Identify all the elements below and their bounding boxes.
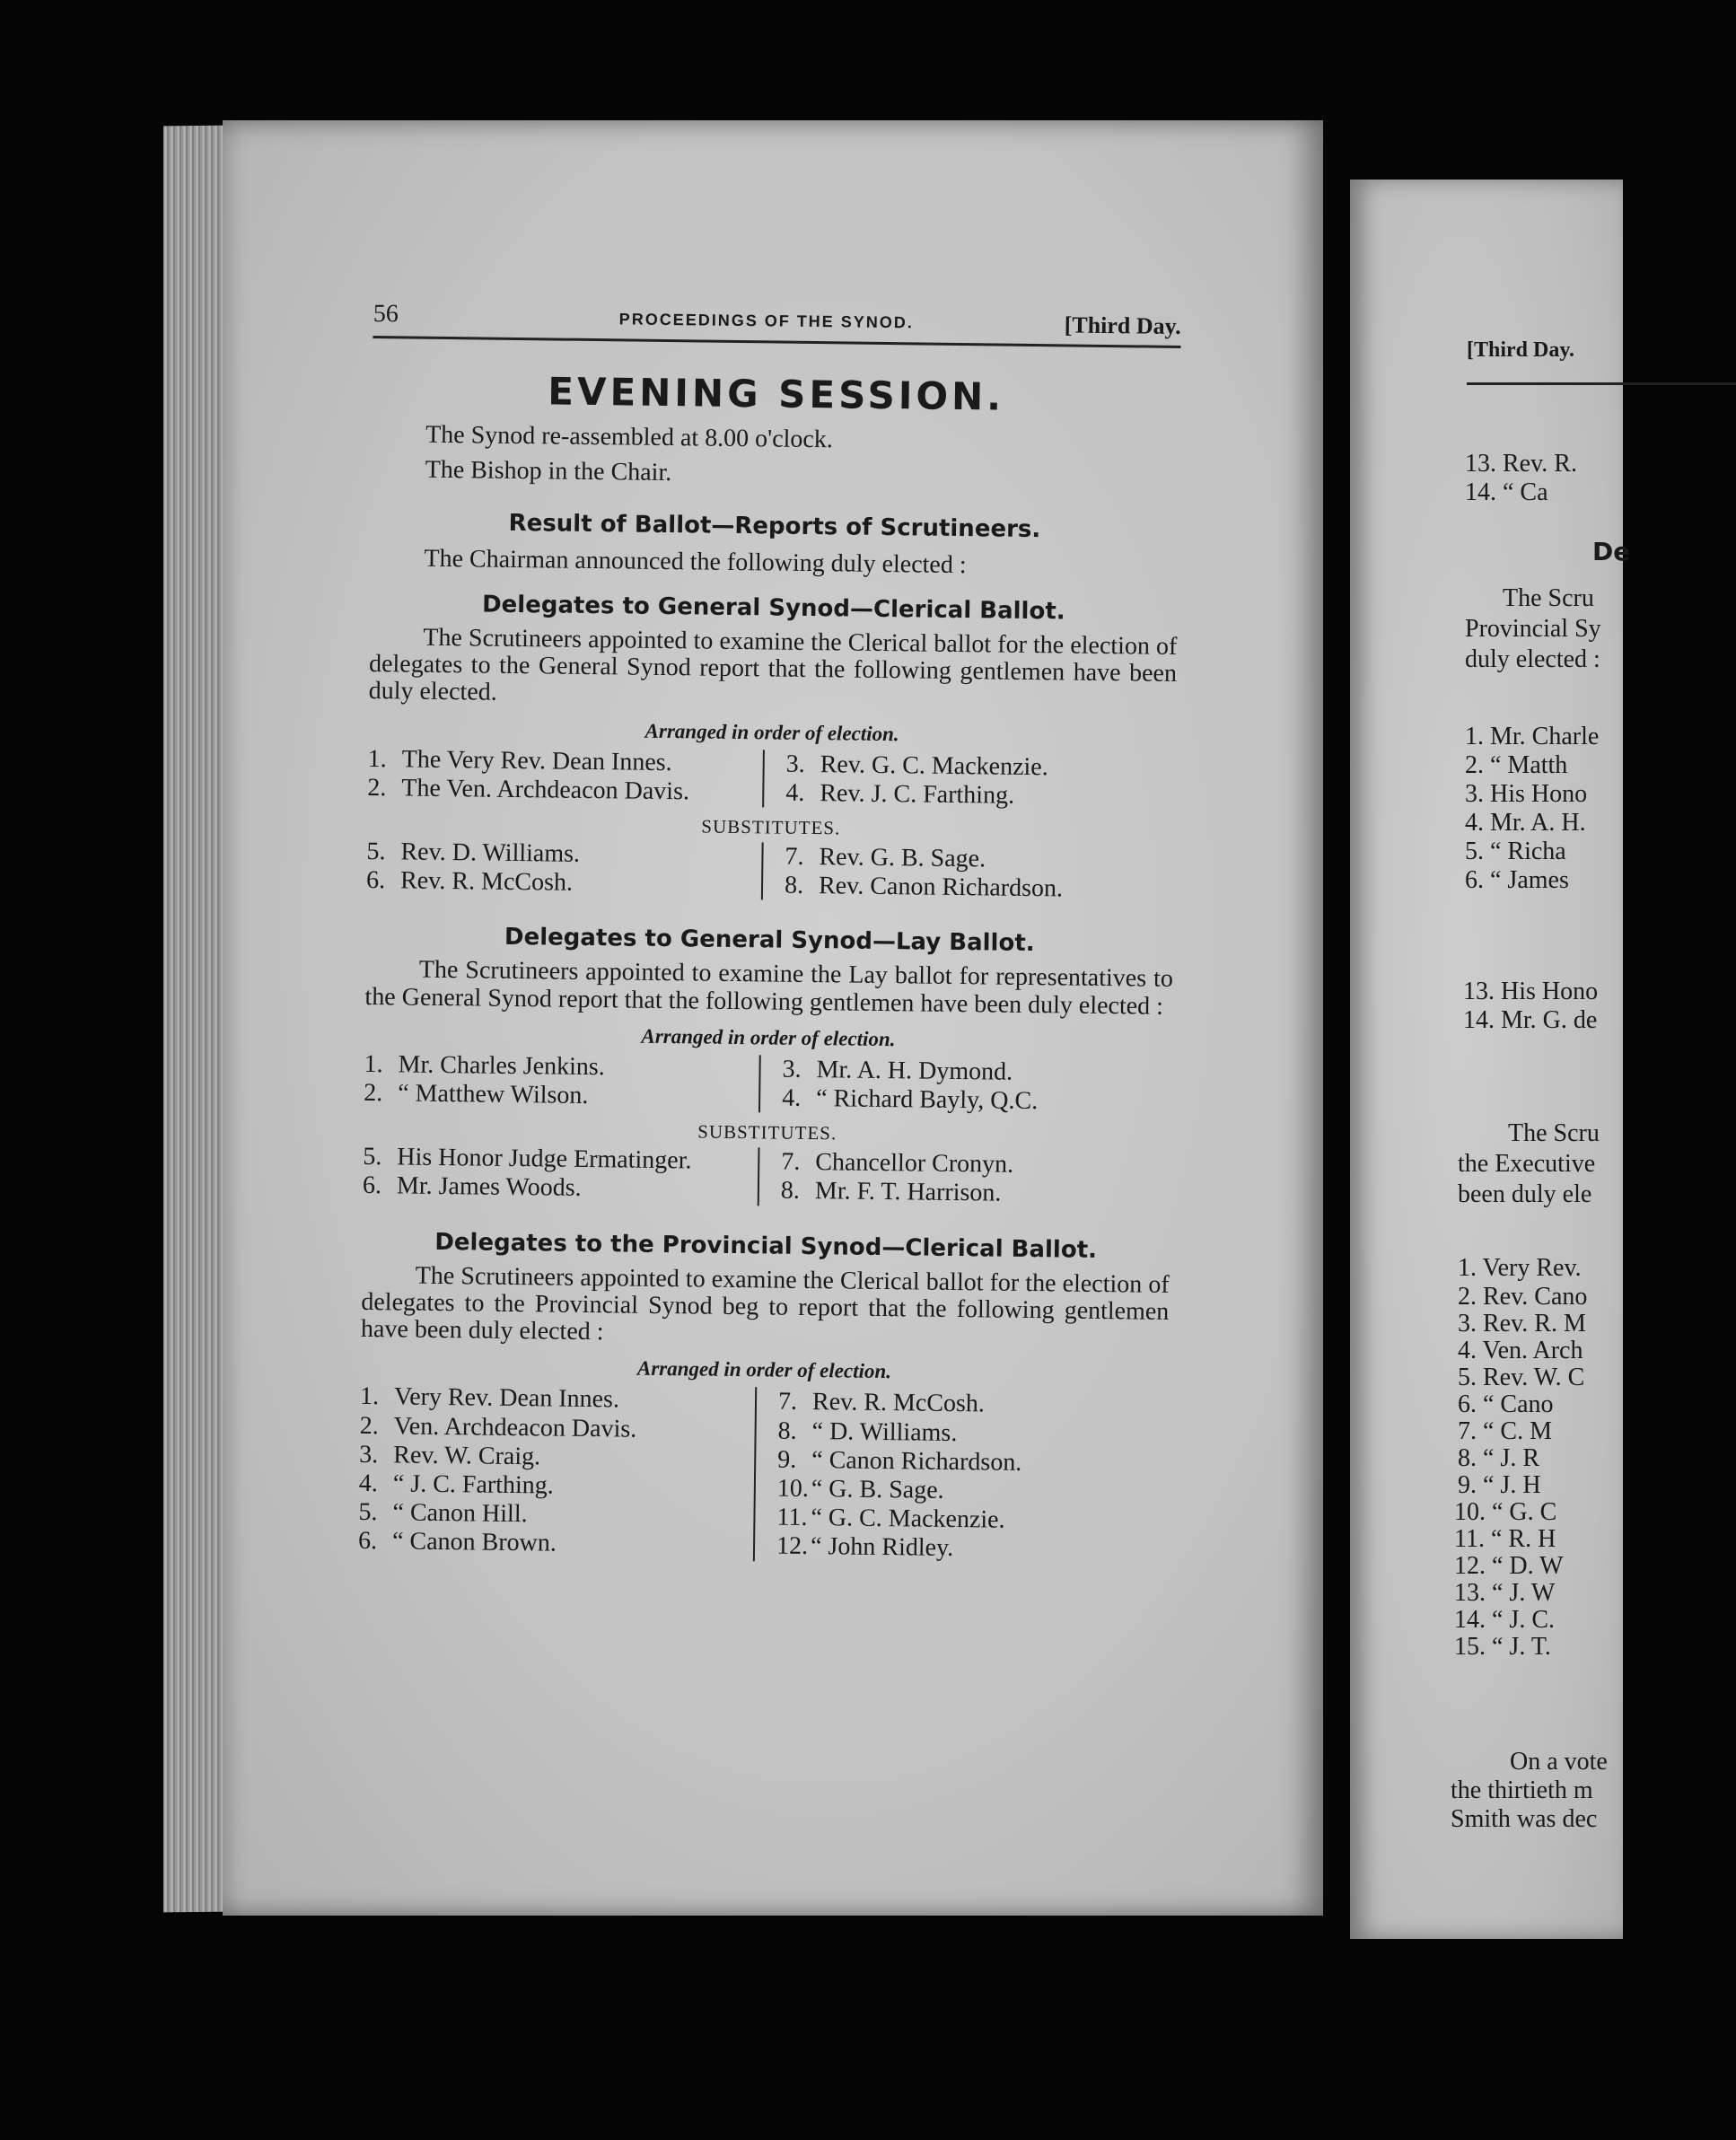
right-line: 14. Mr. G. de [1463, 1006, 1598, 1034]
right-line: 5. “ Richa [1465, 838, 1566, 865]
elected-list [364, 1050, 1172, 1118]
substitutes-label: SUBSTITUTES. [697, 1120, 837, 1145]
list-item: 11. “ G. C. Mackenzie. [776, 1503, 1005, 1534]
list-item: 9. “ Canon Richardson. [777, 1445, 1022, 1477]
intro-line: The Bishop in the Chair. [425, 455, 672, 487]
right-line: 2. Rev. Cano [1458, 1283, 1588, 1311]
right-line: the thirtieth m [1451, 1776, 1593, 1804]
right-line: Provincial Sy [1465, 615, 1601, 643]
list-item: 7. Chancellor Cronyn. [781, 1147, 1014, 1180]
list-item: 3. Rev. G. C. Mackenzie. [785, 750, 1048, 781]
list-item: 1. Very Rev. Dean Innes. [359, 1382, 620, 1414]
right-line: 11. “ R. H [1454, 1525, 1556, 1553]
right-line: 3. His Hono [1465, 780, 1588, 808]
list-item: 5. Rev. D. Williams. [366, 838, 581, 868]
right-line: 7. “ C. M [1458, 1417, 1552, 1445]
list-item: 2. The Ven. Archdeacon Davis. [367, 773, 690, 806]
header-day: [Third Day. [1064, 311, 1181, 339]
section-general-clerical [366, 590, 1178, 905]
right-line: 4. Ven. Arch [1458, 1337, 1583, 1364]
list-item: 3. Mr. A. H. Dymond. [782, 1055, 1013, 1086]
result-heading: Result of Ballot—Reports of Scrutineers. [508, 509, 1041, 544]
list-item: 2. “ Matthew Wilson. [364, 1079, 589, 1110]
right-line: 13. Rev. R. [1465, 450, 1577, 478]
section-paragraph: The Scrutineers appointed to examine the Lay ballot for representatives to the General Synod report that the following gentlemen have been duly elected : [364, 956, 1174, 1021]
right-line: 8. “ J. R [1458, 1444, 1539, 1472]
right-line: 15. “ J. T. [1454, 1633, 1551, 1661]
list-item: 1. Mr. Charles Jenkins. [364, 1049, 605, 1082]
right-line: 14. “ J. C. [1454, 1606, 1555, 1634]
list-item: 6. “ Canon Brown. [357, 1527, 557, 1557]
intro-line: The Synod re-assembled at 8.00 o'clock. [425, 420, 834, 454]
page-header [373, 300, 1180, 348]
right-line: The Scru [1508, 1119, 1600, 1147]
right-header-day: [Third Day. [1467, 338, 1575, 362]
right-line: 3. Rev. R. M [1458, 1310, 1586, 1338]
right-line: 6. “ Cano [1458, 1390, 1554, 1418]
list-item: 7. Rev. G. B. Sage. [785, 842, 986, 873]
right-line: On a vote [1510, 1748, 1608, 1776]
right-line: 5. Rev. W. C [1458, 1364, 1585, 1391]
arranged-note: Arranged in order of election. [641, 1024, 896, 1051]
left-page-content [358, 300, 1181, 1592]
list-item: 2. Ven. Archdeacon Davis. [359, 1411, 637, 1443]
list-item: 12.“ John Ridley. [776, 1531, 954, 1563]
list-item: 5. His Honor Judge Ermatinger. [363, 1143, 692, 1175]
list-item: 10.“ G. B. Sage. [776, 1474, 944, 1504]
left-page [223, 120, 1323, 1916]
right-line: 9. “ J. H [1458, 1471, 1541, 1499]
substitutes-list [363, 1143, 1171, 1210]
right-line: 4. Mr. A. H. [1465, 809, 1586, 837]
right-line: the Executive [1458, 1150, 1596, 1178]
list-item: 4. Rev. J. C. Farthing. [785, 778, 1015, 810]
list-item: 8. Rev. Canon Richardson. [784, 871, 1064, 903]
right-line: been duly ele [1458, 1180, 1592, 1208]
list-item: 8. Mr. F. T. Harrison. [780, 1177, 1002, 1208]
section-paragraph: The Scrutineers appointed to examine the Clerical ballot for the election of delegates to the Provincial Synod beg to report that the following gentlemen have been duly elected : [360, 1261, 1170, 1346]
right-line: 6. “ James [1465, 866, 1569, 894]
right-line: De [1592, 537, 1631, 566]
running-head: PROCEEDINGS OF THE SYNOD. [618, 310, 914, 332]
list-item: 7. Rev. R. McCosh. [777, 1387, 986, 1418]
list-item: 4. “ J. C. Farthing. [358, 1469, 554, 1500]
section-heading: Delegates to General Synod—Clerical Ballot. [481, 591, 1065, 626]
right-line: The Scru [1503, 584, 1594, 612]
right-line: 1. Very Rev. [1458, 1254, 1582, 1282]
elected-list [358, 1382, 1168, 1566]
list-item: 6. Rev. R. McCosh. [365, 866, 574, 898]
right-line: 13. His Hono [1463, 978, 1599, 1005]
arranged-note: Arranged in order of election. [644, 719, 899, 745]
page-number: 56 [373, 300, 399, 329]
section-provincial-clerical [358, 1228, 1170, 1566]
right-line: Smith was dec [1451, 1805, 1598, 1833]
list-item: 1. The Very Rev. Dean Innes. [367, 744, 672, 776]
right-page [1350, 180, 1631, 1939]
right-line: 14. “ Ca [1465, 478, 1548, 506]
substitutes-list [366, 838, 1175, 905]
right-line: 10. “ G. C [1454, 1498, 1557, 1526]
substitutes-label: SUBSTITUTES. [701, 815, 841, 839]
right-line: duly elected : [1465, 645, 1600, 673]
right-line: 1. Mr. Charle [1465, 723, 1600, 750]
section-general-lay [363, 922, 1174, 1210]
section-heading: Delegates to General Synod—Lay Ballot. [504, 924, 1035, 958]
right-line: 13. “ J. W [1454, 1579, 1556, 1607]
list-item: 5. “ Canon Hill. [358, 1498, 528, 1529]
list-item: 6. Mr. James Woods. [362, 1171, 582, 1203]
arranged-note: Arranged in order of election. [636, 1357, 892, 1383]
elected-list [367, 745, 1176, 812]
announcement: The Chairman announced the following duly elected : [424, 544, 967, 580]
list-item: 4. “ Richard Bayly, Q.C. [781, 1083, 1039, 1116]
session-title: EVENING SESSION. [548, 369, 1005, 419]
right-header-rule [1467, 382, 1736, 385]
list-item: 3. Rev. W. Craig. [359, 1440, 541, 1471]
right-line: 2. “ Matth [1465, 751, 1568, 779]
right-line: 12. “ D. W [1454, 1552, 1564, 1580]
section-paragraph: The Scrutineers appointed to examine the Clerical ballot for the election of delegates to the General Synod report that the following gentlemen have been duly elected. [368, 623, 1178, 707]
list-item: 8. “ D. Williams. [777, 1416, 958, 1447]
section-heading: Delegates to the Provincial Synod—Clerical Ballot. [434, 1228, 1098, 1264]
